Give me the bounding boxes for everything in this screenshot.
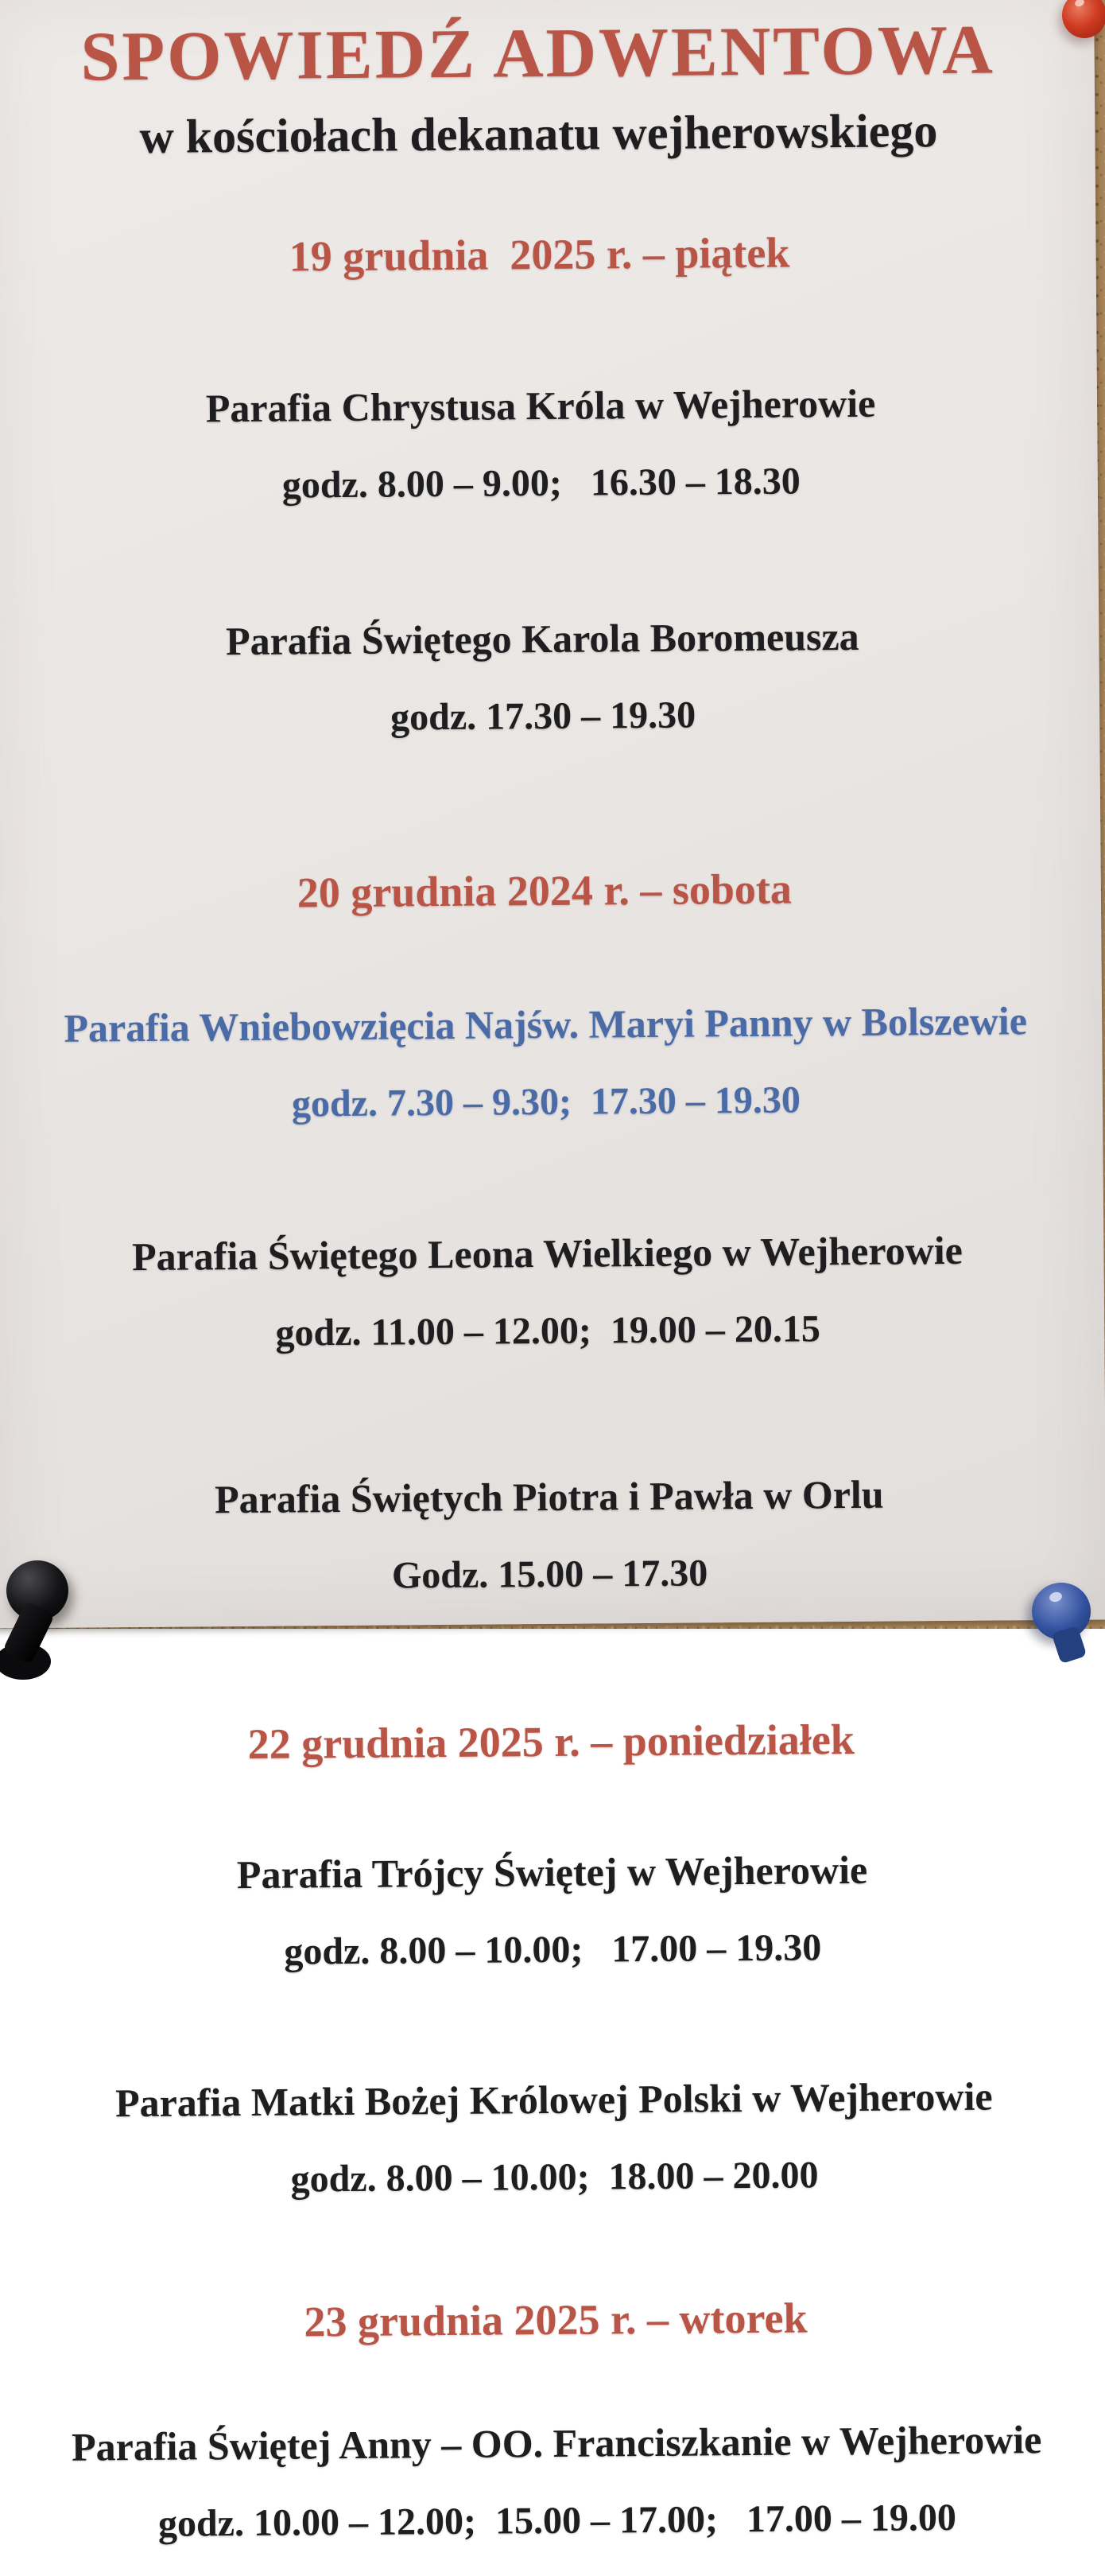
parish-entry [0,1818,1105,2005]
day-section [0,836,1105,1629]
poster-subtitle: w kościołach dekanatu wejherowskiego [139,104,938,163]
black-pushpin-icon [6,1560,68,1621]
parish-name: Parafia Matki Bożej Królowej Polski w Wejherowie [114,2073,993,2126]
parish-name: Parafia Świętego Karola Boromeusza [225,614,859,664]
date-heading: 23 grudnia 2025 r. – wtorek [304,2294,808,2346]
parish-hours: godz. 11.00 – 12.00; 19.00 – 20.15 [275,1307,821,1354]
parish-entry [0,1199,1105,1385]
parish-name: Parafia Świętej Anny – OO. Franciszkanie w Wejherowie [71,2417,1042,2470]
parish-entry [0,2045,1105,2232]
parish-name: Parafia Wniebowzięcia Najśw. Maryi Panny w Bolszewie [64,998,1028,1051]
parish-hours: godz. 17.30 – 19.30 [390,694,696,739]
day-section [0,1687,1105,2232]
parish-hours: godz. 8.00 – 10.00; 18.00 – 20.00 [290,2154,819,2201]
parish-name: Parafia Chrystusa Króla w Wejherowie [205,380,876,431]
parish-name: Parafia Świętych Piotra i Pawła w Orlu [214,1471,884,1521]
poster-title: SPOWIEDŹ ADWENTOWA [80,11,996,96]
parish-hours: godz. 7.30 – 9.30; 17.30 – 19.30 [291,1078,801,1125]
parish-name: Parafia Świętego Leona Wielkiego w Wejherowie [131,1227,963,1279]
parish-hours: Godz. 15.00 – 17.30 [391,1551,708,1597]
blue-pushpin-icon [1032,1583,1091,1640]
parish-entry [0,1442,1105,1629]
date-heading: 20 grudnia 2024 r. – sobota [297,864,793,917]
date-heading: 19 grudnia 2025 r. – piątek [289,228,790,281]
date-heading: 22 grudnia 2025 r. – poniedziałek [247,1715,855,1769]
parish-hours: godz. 8.00 – 9.00; 16.30 – 18.30 [281,460,801,507]
day-section [0,200,1100,771]
parish-entry [0,969,1103,1156]
parish-name: Parafia Trójcy Świętej w Wejherowie [236,1847,868,1898]
schedule [0,200,1105,2576]
parish-entry [0,2389,1105,2576]
day-section [0,2264,1105,2575]
parish-entry [0,585,1100,771]
parish-entry [0,351,1098,538]
parish-hours: godz. 10.00 – 12.00; 15.00 – 17.00; 17.00 – 19.00 [157,2496,957,2546]
parish-hours: godz. 8.00 – 10.00; 17.00 – 19.30 [284,1926,822,1973]
